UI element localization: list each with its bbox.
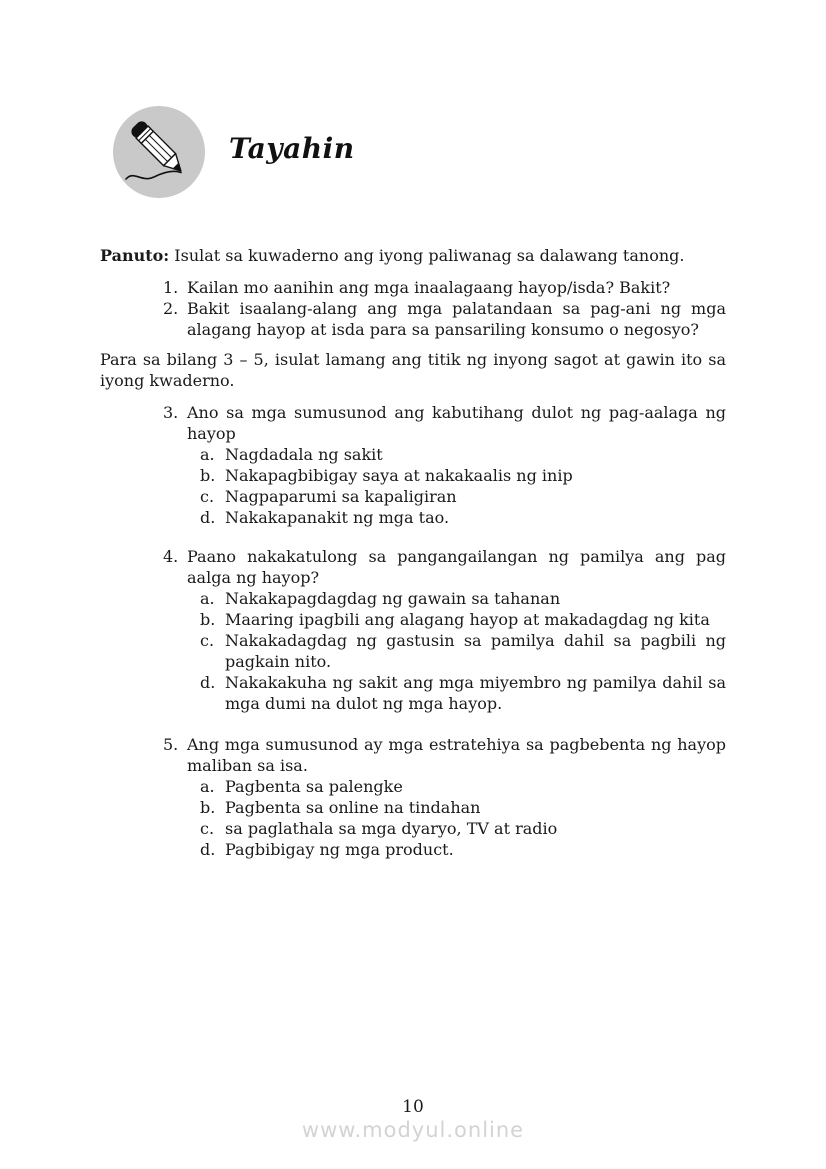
choice-letter: c. — [200, 819, 215, 838]
choice-item-5c — [100, 818, 726, 839]
question-text: Ano sa mga sumusunod ang kabutihang dulot ng pag-aalaga ng hayop — [187, 403, 726, 443]
choice-letter: b. — [200, 798, 216, 817]
question-number: 2. — [163, 299, 179, 318]
choice-text: Maaring ipagbili ang alagang hayop at makadagdag ng kita — [225, 610, 710, 629]
choice-item-4a — [100, 588, 726, 609]
choice-text: Nagdadala ng sakit — [225, 445, 383, 464]
choice-text: Nakakapanakit ng mga tao. — [225, 508, 450, 527]
question-text: Bakit isaalang-alang ang mga palatandaan sa pag-ani ng mga alagang hayop at isda para sa pansariling konsumo o negosyo? — [187, 299, 726, 339]
question-number: 1. — [163, 278, 179, 297]
question-text: Ang mga sumusunod ay mga estratehiya sa pagbebenta ng hayop maliban sa isa. — [187, 735, 726, 775]
question-item-5 — [100, 734, 726, 776]
question-item-2 — [100, 298, 726, 340]
choice-text: Nakakapagdagdag ng gawain sa tahanan — [225, 589, 561, 608]
choice-item-5d — [100, 839, 726, 860]
page-number: 10 — [402, 1097, 424, 1117]
instructions-paragraph — [100, 245, 726, 266]
content-body — [100, 245, 726, 860]
choice-item-4d — [100, 672, 726, 714]
question-number: 3. — [163, 403, 179, 422]
panuto-label: Panuto: — [100, 246, 170, 265]
choice-letter: d. — [200, 508, 216, 527]
choice-item-3a — [100, 444, 726, 465]
choice-text: Pagbibigay ng mga product. — [225, 840, 454, 859]
choice-item-3d — [100, 507, 726, 528]
choice-letter: d. — [200, 840, 216, 859]
choice-letter: c. — [200, 487, 215, 506]
choice-item-3c — [100, 486, 726, 507]
choice-letter: a. — [200, 445, 215, 464]
choice-text: Nakakakuha ng sakit ang mga miyembro ng pamilya dahil sa mga dumi na dulot ng mga hayop. — [225, 673, 726, 713]
choice-text: Pagbenta sa online na tindahan — [225, 798, 481, 817]
question-number: 5. — [163, 735, 179, 754]
choice-letter: b. — [200, 610, 216, 629]
choice-text: Nakakadagdag ng gastusin sa pamilya dahil sa pagbili ng pagkain nito. — [225, 631, 726, 671]
choice-letter: c. — [200, 631, 215, 650]
question-item-1 — [100, 277, 726, 298]
choice-text: Pagbenta sa palengke — [225, 777, 403, 796]
choice-item-5b — [100, 797, 726, 818]
choice-text: sa paglathala sa mga dyaryo, TV at radio — [225, 819, 558, 838]
section-header — [113, 106, 355, 198]
choice-text: Nakapagbibigay saya at nakakaalis ng inip — [225, 466, 573, 485]
question-item-4 — [100, 546, 726, 588]
watermark-url: www.modyul.online — [301, 1118, 525, 1142]
choice-item-3b — [100, 465, 726, 486]
question-text: Kailan mo aanihin ang mga inaalagaang hayop/isda? Bakit? — [187, 278, 671, 297]
choice-item-4c — [100, 630, 726, 672]
pencil-writing-icon — [113, 106, 205, 198]
panuto-text: Isulat sa kuwaderno ang iyong paliwanag sa dalawang tanong. — [174, 246, 685, 265]
question-item-3 — [100, 402, 726, 444]
choice-item-4b — [100, 609, 726, 630]
question-text: Paano nakakatulong sa pangangailangan ng pamilya ang pag aalga ng hayop? — [187, 547, 726, 587]
choice-letter: b. — [200, 466, 216, 485]
choice-letter: a. — [200, 589, 215, 608]
question-number: 4. — [163, 547, 179, 566]
section-title: Tayahin — [229, 132, 355, 165]
choice-letter: a. — [200, 777, 215, 796]
choice-text: Nagpaparumi sa kapaligiran — [225, 487, 457, 506]
choice-letter: d. — [200, 673, 216, 692]
mid-instruction-paragraph: Para sa bilang 3 – 5, isulat lamang ang titik ng inyong sagot at gawin ito sa iyong kwaderno. — [100, 350, 726, 390]
choice-item-5a — [100, 776, 726, 797]
